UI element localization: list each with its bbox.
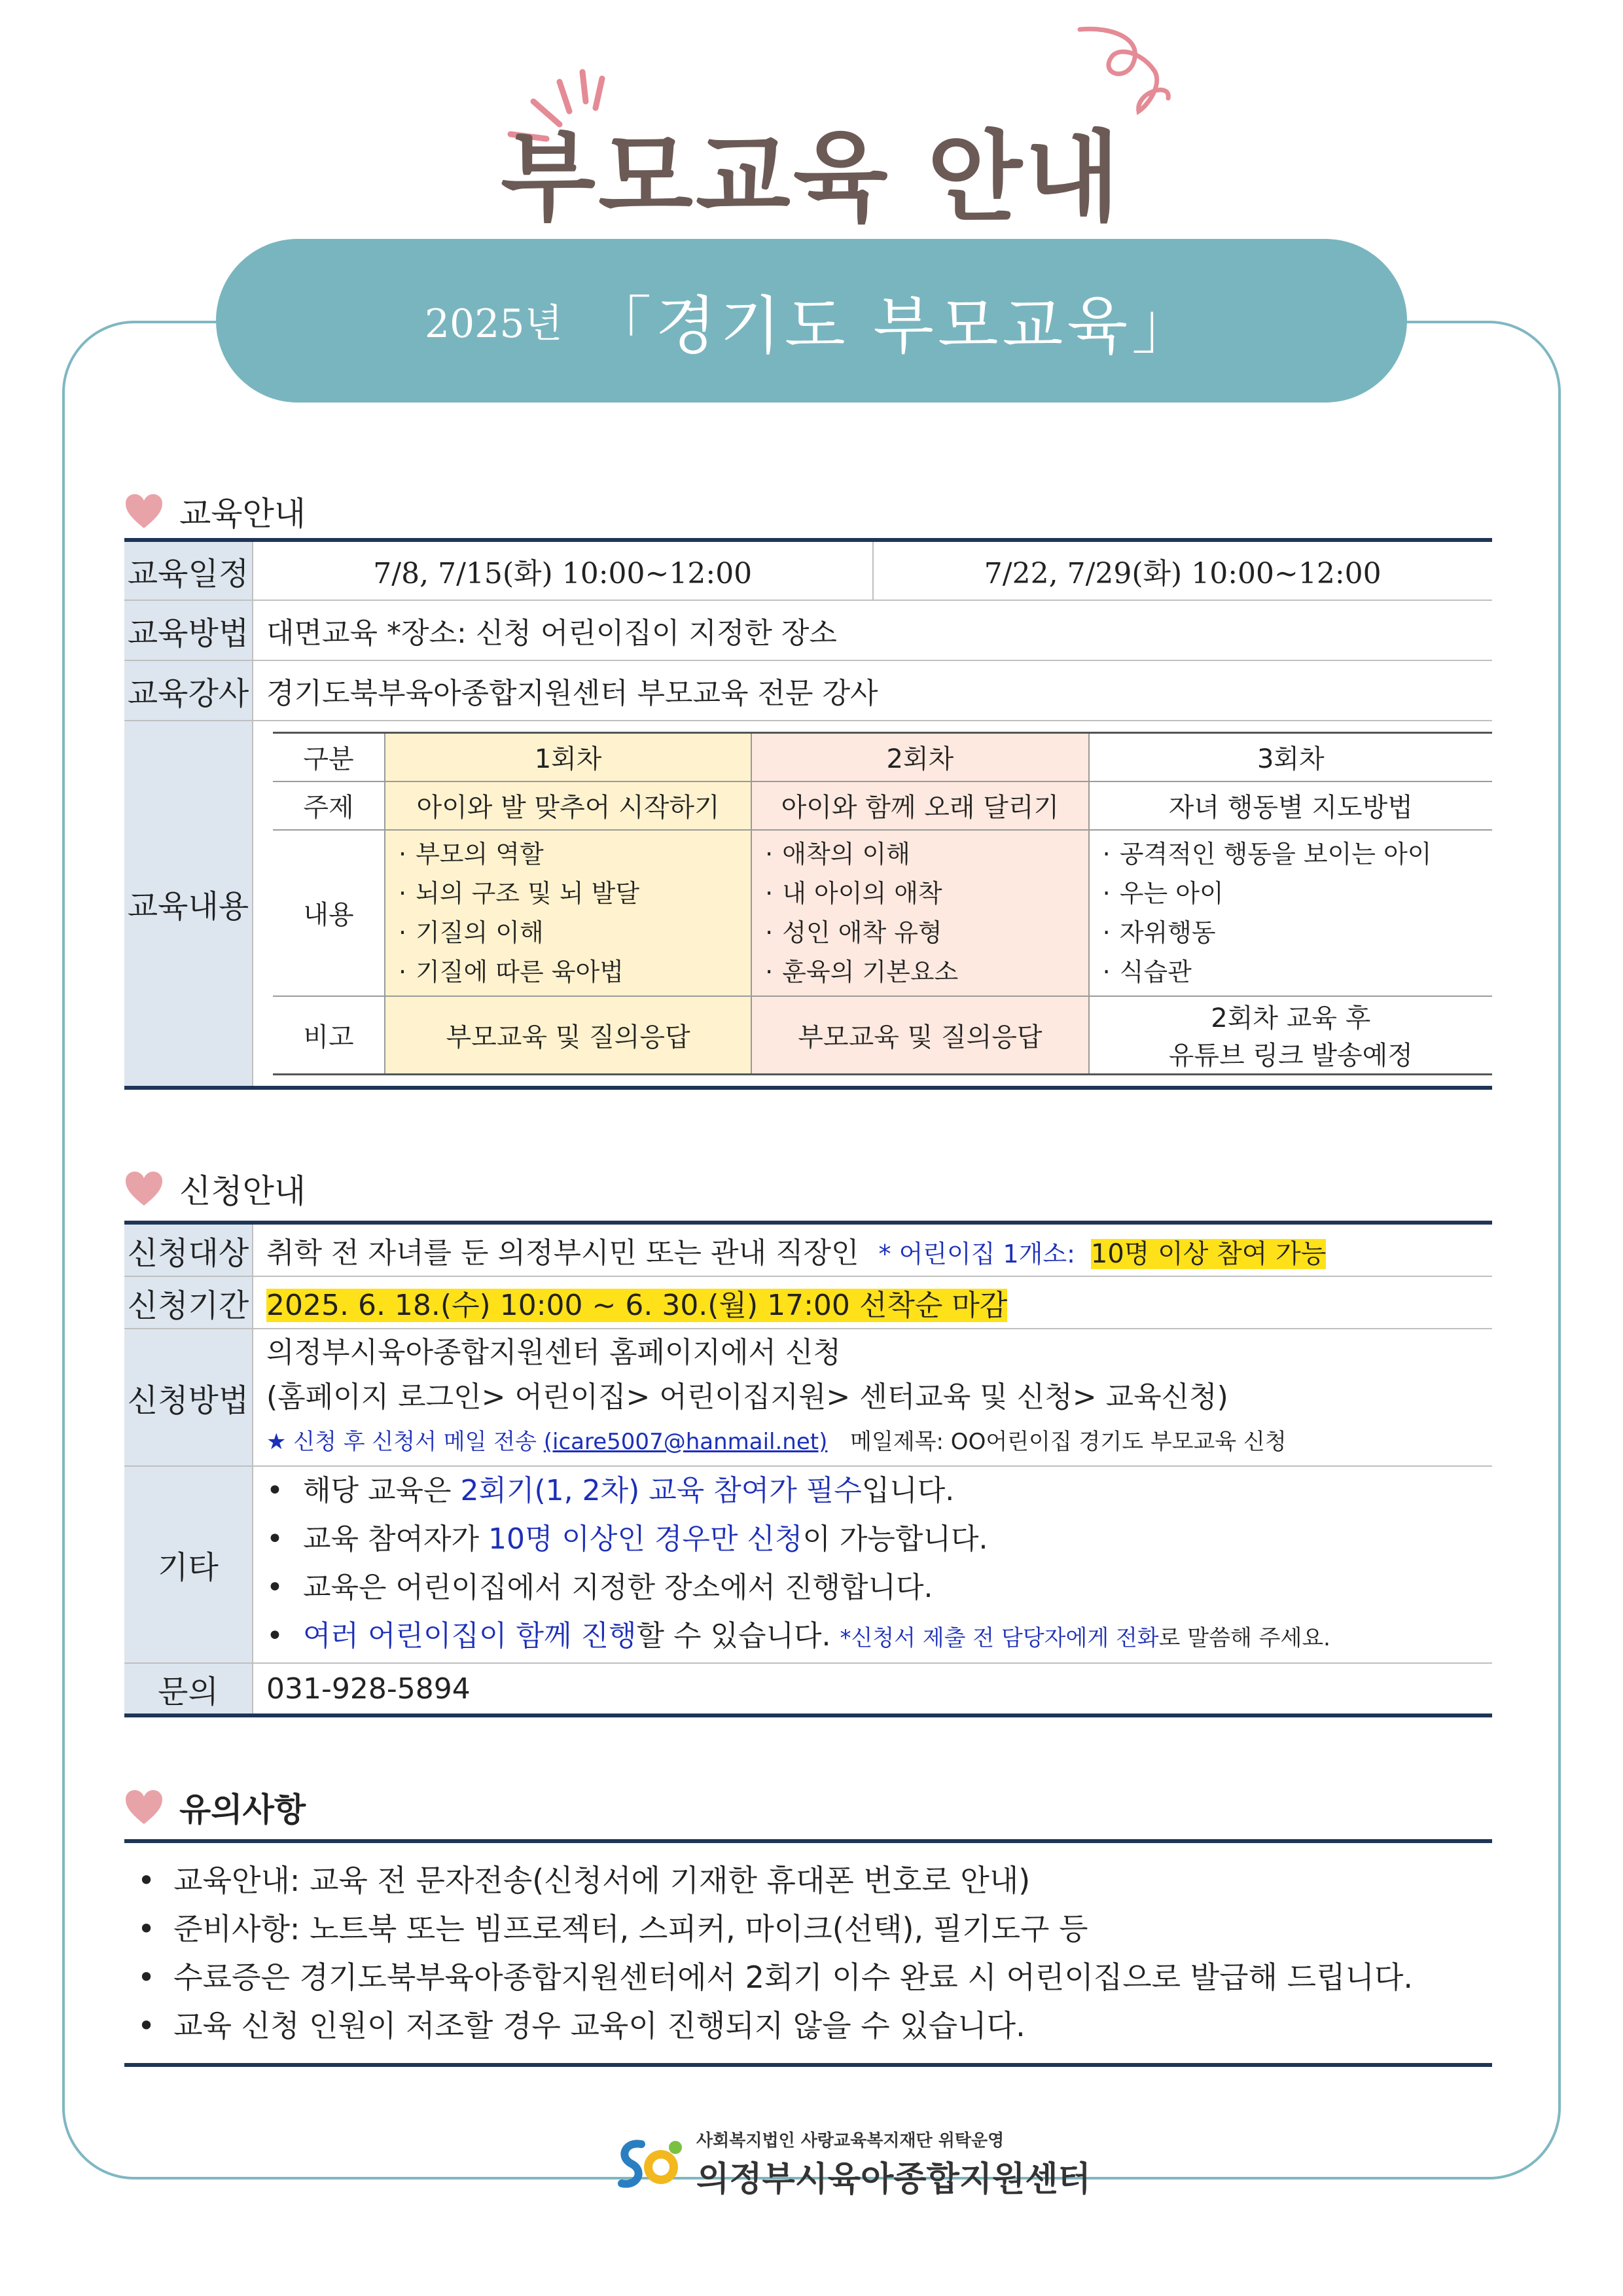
list-item: • 교육은 어린이집에서 지정한 장소에서 진행합니다. — [266, 1564, 1479, 1612]
org-name: 의정부시육아종합지원센터 — [696, 2160, 1091, 2199]
schedule-label: 교육일정 — [124, 540, 253, 600]
division-label: 구분 — [273, 733, 385, 781]
notes-list — [124, 1856, 1492, 2050]
banner-subtitle: 「경기도 부모교육」 — [588, 289, 1199, 363]
session-2-name: 2회차 — [751, 733, 1089, 781]
heart-icon — [124, 1789, 164, 1825]
apply-method-path: (홈페이지 로그인> 어린이집> 어린이집지원> 센터교육 및 신청> 교육신청) — [266, 1380, 1228, 1414]
list-item: · 부모의 역할 — [399, 834, 744, 874]
section-title: 유의사항 — [179, 1791, 306, 1829]
content-label: 교육내용 — [124, 721, 253, 1088]
heart-icon — [124, 493, 164, 529]
list-item: • 해당 교육은 2회기(1, 2차) 교육 참여가 필수입니다. — [266, 1467, 1479, 1515]
topic-label: 주제 — [273, 781, 385, 830]
list-item: · 훈육의 기본요소 — [765, 952, 1082, 992]
org-subtitle: 사회복지법인 사랑교육복지재단 위탁운영 — [696, 2131, 1005, 2151]
schedule-split — [253, 542, 1492, 600]
list-item: · 식습관 — [1103, 952, 1486, 992]
list-item: • 준비사항: 노트북 또는 빔프로젝터, 스피커, 마이크(선택), 필기도구 등 — [137, 1905, 1492, 1953]
lecturer-value: 경기도북부육아종합지원센터 부모교육 전문 강사 — [253, 660, 1492, 721]
list-item: · 공격적인 행동을 보이는 아이 — [1103, 834, 1486, 874]
session-3-name: 3회차 — [1089, 733, 1492, 781]
mail-note: ★ 신청 후 신청서 메일 전송 — [266, 1429, 537, 1455]
list-item: • 교육안내: 교육 전 문자전송(신청서에 기재한 휴대폰 번호로 안내) — [137, 1856, 1492, 1905]
list-item: · 기질에 따른 육아법 — [399, 952, 744, 992]
education-table — [124, 538, 1492, 1090]
session-1-items — [385, 830, 751, 996]
center-logo-icon — [615, 2134, 687, 2193]
remark-line: 2회차 교육 후 — [1211, 1003, 1371, 1034]
contact-phone: 031-928-5894 — [253, 1663, 1492, 1715]
title-banner — [216, 239, 1407, 403]
application-table — [124, 1221, 1492, 1717]
list-item: · 애착의 이해 — [765, 834, 1082, 874]
session-2-items — [751, 830, 1089, 996]
contact-label: 문의 — [124, 1663, 253, 1715]
etc-label: 기타 — [124, 1466, 253, 1663]
schedule-session-1: 7/8, 7/15(화) 10:00~12:00 — [253, 542, 873, 600]
list-item: · 우는 아이 — [1103, 874, 1486, 913]
lecturer-label: 교육강사 — [124, 660, 253, 721]
session-3-items — [1089, 830, 1492, 996]
session-3-topic: 자녀 행동별 지도방법 — [1089, 781, 1492, 830]
remark-line: 유튜브 링크 발송예정 — [1168, 1041, 1413, 1071]
list-item: · 자위행동 — [1103, 913, 1486, 952]
list-item: • 수료증은 경기도북부육아종합지원센터에서 2회기 이수 완료 시 어린이집으로 발급해 드립니다. — [137, 1953, 1492, 2001]
etc-list — [266, 1467, 1479, 1662]
session-2-remark: 부모교육 및 질의응답 — [751, 996, 1089, 1075]
list-item: • 여러 어린이집이 함께 진행할 수 있습니다. *신청서 제출 전 담당자에게 전화로 말씀해 주세요. — [266, 1612, 1479, 1662]
target-note: * 어린이집 1개소: — [878, 1240, 1075, 1268]
list-item: • 교육 참여자가 10명 이상인 경우만 신청이 가능합니다. — [266, 1515, 1479, 1564]
section-heading-application — [124, 1165, 306, 1212]
heart-icon — [124, 1170, 164, 1207]
list-item: · 내 아이의 애착 — [765, 874, 1082, 913]
period-label: 신청기간 — [124, 1276, 253, 1329]
email-link[interactable]: (icare5007@hanmail.net) — [543, 1429, 828, 1455]
list-item: • 교육 신청 인원이 저조할 경우 교육이 진행되지 않을 수 있습니다. — [137, 2001, 1492, 2050]
detail-label: 내용 — [273, 830, 385, 996]
apply-method-line: 의정부시육아종합지원센터 홈페이지에서 신청 — [266, 1336, 842, 1369]
section-heading-education — [124, 488, 306, 535]
period-value: 2025. 6. 18.(수) 10:00 ~ 6. 30.(월) 17:00 선착순 마감 — [266, 1289, 1008, 1322]
list-item: · 뇌의 구조 및 뇌 발달 — [399, 874, 744, 913]
schedule-session-2: 7/22, 7/29(화) 10:00~12:00 — [984, 557, 1382, 590]
list-item: · 기질의 이해 — [399, 913, 744, 952]
curriculum-table — [273, 732, 1492, 1075]
session-1-name: 1회차 — [385, 733, 751, 781]
page-title: 부모교육 안내 — [501, 121, 1122, 235]
section-title: 교육안내 — [179, 495, 306, 533]
apply-method-label: 신청방법 — [124, 1329, 253, 1466]
banner-year: 2025년 — [424, 301, 563, 347]
target-note-highlight: 10명 이상 참여 가능 — [1090, 1239, 1327, 1269]
footer-org — [615, 2127, 1091, 2200]
target-text: 취학 전 자녀를 둔 의정부시민 또는 관내 직장인 — [266, 1236, 859, 1270]
session-2-topic: 아이와 함께 오래 달리기 — [751, 781, 1089, 830]
remark-label: 비고 — [273, 996, 385, 1075]
method-value: 대면교육 *장소: 신청 어린이집이 지정한 장소 — [253, 600, 1492, 660]
target-label: 신청대상 — [124, 1223, 253, 1276]
notes-box — [124, 1839, 1492, 2067]
section-title: 신청안내 — [179, 1172, 306, 1210]
session-1-topic: 아이와 발 맞추어 시작하기 — [385, 781, 751, 830]
session-1-remark: 부모교육 및 질의응답 — [385, 996, 751, 1075]
mail-subject: 메일제목: OO어린이집 경기도 부모교육 신청 — [850, 1429, 1287, 1455]
method-label: 교육방법 — [124, 600, 253, 660]
section-heading-notes — [124, 1784, 306, 1831]
list-item: · 성인 애착 유형 — [765, 913, 1082, 952]
session-3-remark — [1089, 996, 1492, 1075]
